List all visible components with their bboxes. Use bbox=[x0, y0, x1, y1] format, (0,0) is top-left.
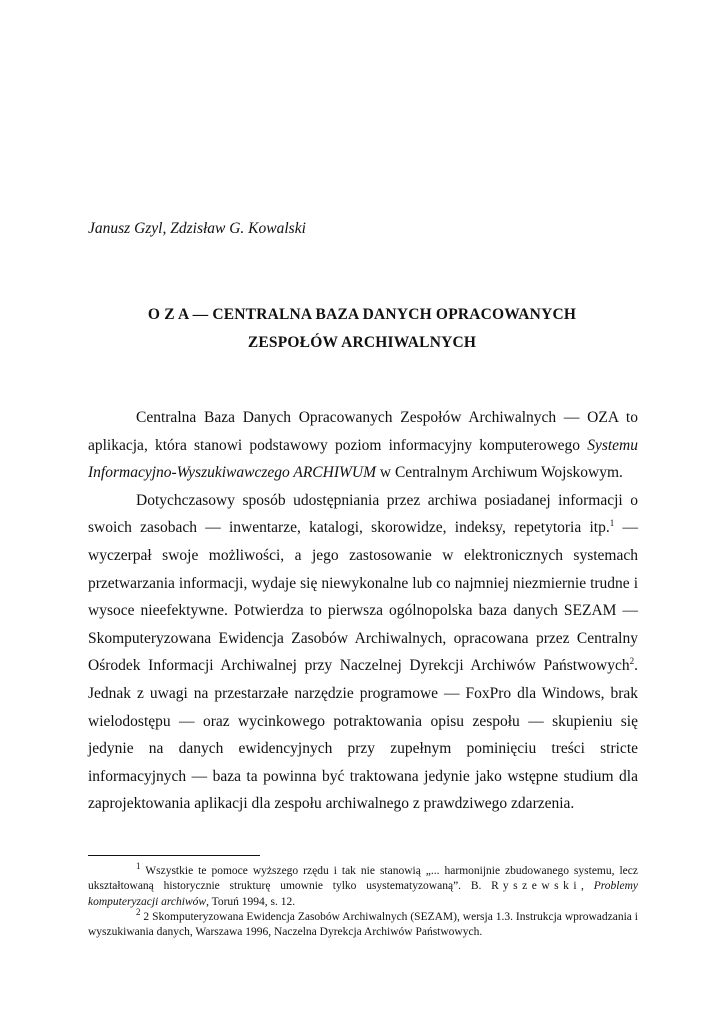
footnote-1-text-b: , bbox=[581, 880, 594, 893]
paragraph-1-text-b: w Centralnym Archiwum Wojskowym. bbox=[376, 464, 623, 482]
paragraph-2-text-b: — wyczerpał swoje możliwości, a jego zastosowanie w elektronicznych systemach przetwarzania informacji, wydaje się niewykonalne lub co najmniej niezmiernie trudne i wysoce nieefektywne. Potwierdza to pierwsza ogólnopolska baza danych SEZAM — Skomputeryzowana Ewidencja Zasobów Archiwalnych, opracowana przez Centralny Ośrodek Informacji Archiwalnej przy Naczelnej Dyrekcji Archiwów Państwowych bbox=[88, 519, 638, 675]
footnote-1-book-title: Problemy komputeryzacji archiwów bbox=[88, 880, 638, 908]
footnote-ref-1[interactable]: 1 bbox=[609, 518, 615, 529]
footnote-2-text: 2 Skomputeryzowana Ewidencja Zasobów Archiwalnych (SEZAM), wersja 1.3. Instrukcja wprowadzania i wyszukiwania danych, Warszawa 1996, Naczelna Dyrekcja Archiwów Państwowych. bbox=[88, 910, 638, 939]
authors: Janusz Gzyl, Zdzisław G. Kowalski bbox=[88, 220, 306, 237]
title-line-2: ZESPOŁÓW ARCHIWALNYCH bbox=[247, 334, 477, 351]
footnote-2 bbox=[88, 907, 638, 941]
footnote-1-author: Ryszewski bbox=[491, 880, 582, 893]
footnote-separator bbox=[88, 855, 260, 856]
footnote-1-text-c: , Toruń 1994, s. 12. bbox=[206, 895, 296, 908]
paragraph-1-text-a: Centralna Baza Danych Opracowanych Zespołów Archiwalnych — OZA to aplikacja, która stanowi podstawowy poziom informacyjny komputerowego bbox=[88, 409, 638, 454]
title-line-1: O Z A — CENTRALNA BAZA DANYCH OPRACOWANYCH bbox=[147, 306, 577, 323]
footnote-ref-2[interactable]: 2 bbox=[629, 656, 635, 667]
paragraph-1 bbox=[88, 404, 638, 487]
footnote-1-text-a: Wszystkie te pomoce wyższego rzędu i tak nie stanowią „... harmonijnie zbudowanego systemu, lecz ukształtowaną historycznie strukturę umownie tylko usystematyzowaną”. B. bbox=[88, 865, 638, 893]
body-text bbox=[88, 404, 638, 818]
paragraph-2-text-a: Dotychczasowy sposób udostępniania przez archiwa posiadanej informacji o swoich zasobach — inwentarze, katalogi, skorowidze, indeksy, repetytoria itp. bbox=[88, 491, 638, 537]
system-name: Systemu Informacyjno-Wyszukiwawczego ARCHIWUM bbox=[88, 436, 638, 482]
footnote-2-marker: 2 bbox=[136, 907, 141, 918]
footnote-1-marker: 1 bbox=[136, 861, 141, 872]
footnotes bbox=[88, 861, 638, 940]
paragraph-2-text-c: . Jednak z uwagi na przestarzałe narzędzie programowe — FoxPro dla Windows, brak wielodostępu — oraz wycinkowego potraktowania opisu zespołu — skupieniu się jedynie na danych ewidencyjnych przy zupełnym pominięciu treści stricte informacyjnych — baza ta powinna być traktowana jedynie jako wstępne studium dla zaprojektowania aplikacji dla zespołu archiwalnego z prawdziwego zdarzenia. bbox=[88, 657, 638, 813]
footnote-1 bbox=[88, 861, 638, 910]
paragraph-2 bbox=[88, 487, 638, 818]
